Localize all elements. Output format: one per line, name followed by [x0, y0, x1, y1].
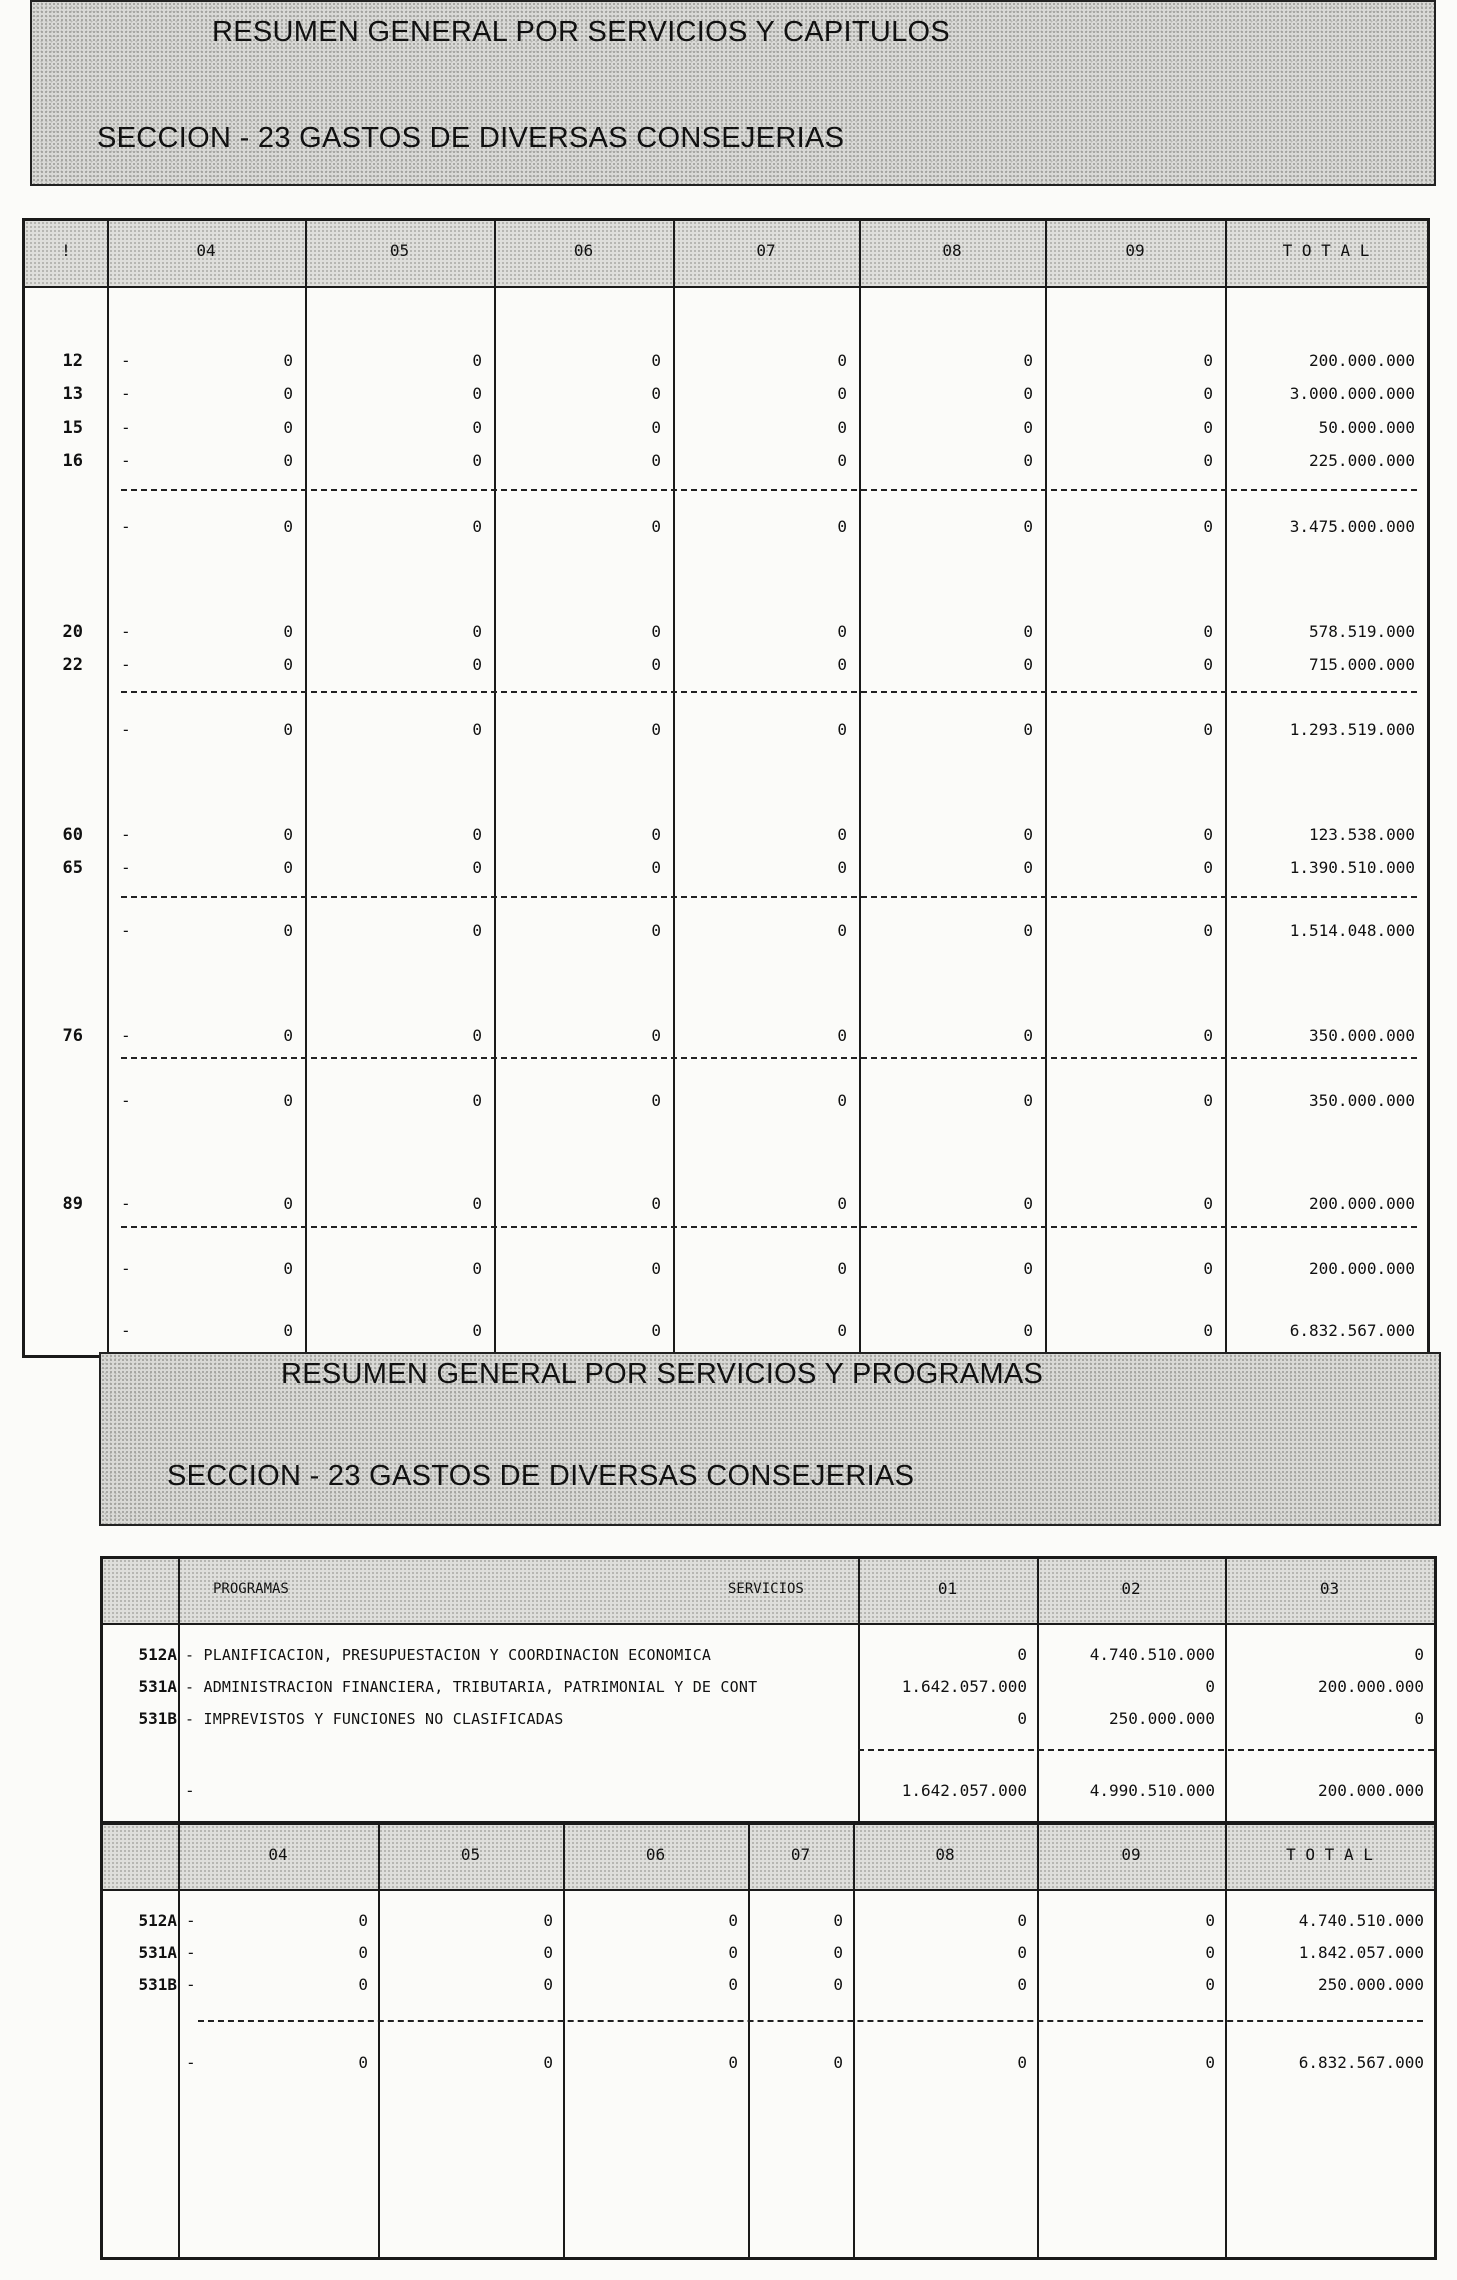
row-dash: - — [121, 921, 131, 940]
cell-value: 0 — [472, 858, 482, 877]
row-code: 89 — [62, 1194, 83, 1214]
cell-value: 0 — [1203, 384, 1213, 403]
cell-value: 0 — [1205, 1975, 1215, 1994]
cell-value: 0 — [472, 622, 482, 641]
cell-value: 0 — [837, 418, 847, 437]
cell-value: 0 — [472, 351, 482, 370]
cell-value: 0 — [1203, 1091, 1213, 1110]
cell-value: 0 — [837, 1259, 847, 1278]
cell-value: 0 — [728, 1975, 738, 1994]
row-dash: - — [121, 1194, 131, 1213]
cell-value: 0 — [1205, 1677, 1215, 1696]
cell-value: 0 — [283, 384, 293, 403]
cell-value: 0 — [651, 351, 661, 370]
cell-value: 0 — [1203, 418, 1213, 437]
cell-value: 0 — [728, 1943, 738, 1962]
cell-value: 0 — [651, 921, 661, 940]
cell-value: 0 — [472, 1194, 482, 1213]
cell-value: 225.000.000 — [1309, 451, 1415, 470]
cell-value: 0 — [543, 1975, 553, 1994]
cell-value: 0 — [358, 1943, 368, 1962]
cell-value: 0 — [1203, 451, 1213, 470]
programas-table — [100, 1556, 1437, 1824]
cell-value: 0 — [1203, 858, 1213, 877]
row-dash: - — [186, 1943, 196, 1962]
cell-value: 4.740.510.000 — [1089, 1645, 1215, 1664]
column-header: 07 — [790, 1845, 811, 1864]
cell-value: 0 — [651, 451, 661, 470]
cell-value: 0 — [1023, 1194, 1033, 1213]
row-code: 22 — [62, 655, 83, 675]
cell-value: 0 — [472, 720, 482, 739]
cell-value: 0 — [1023, 921, 1033, 940]
cell-value: 4.740.510.000 — [1298, 1911, 1424, 1930]
cell-value: 250.000.000 — [1109, 1709, 1215, 1728]
cell-value: 0 — [1017, 1943, 1027, 1962]
column-header: T O T A L — [1282, 241, 1370, 260]
cell-value: 0 — [1023, 1259, 1033, 1278]
cell-value: 0 — [651, 1321, 661, 1340]
cell-value: 3.000.000.000 — [1289, 384, 1415, 403]
row-dash: - — [121, 1026, 131, 1045]
cell-value: 578.519.000 — [1309, 622, 1415, 641]
cell-value: 0 — [651, 825, 661, 844]
cell-value: 0 — [472, 1026, 482, 1045]
column-divider — [1225, 1825, 1227, 2257]
subtotal-rule — [121, 1057, 1417, 1059]
program-description: - ADMINISTRACION FINANCIERA, TRIBUTARIA, PATRIMONIAL Y DE CONT — [185, 1678, 758, 1696]
total-value: 0 — [833, 2053, 843, 2072]
cell-value: 0 — [283, 517, 293, 536]
subtotal-rule — [121, 489, 1417, 491]
cell-value: 0 — [837, 622, 847, 641]
cell-value: 715.000.000 — [1309, 655, 1415, 674]
column-header: 08 — [935, 1845, 955, 1864]
cell-value: 0 — [837, 1091, 847, 1110]
program-description: - PLANIFICACION, PRESUPUESTACION Y COORDINACION ECONOMICA — [185, 1646, 712, 1664]
cell-value: 0 — [651, 655, 661, 674]
column-divider — [563, 1825, 565, 2257]
total-value: 0 — [728, 2053, 738, 2072]
cell-value: 0 — [837, 384, 847, 403]
cell-value: 0 — [837, 1026, 847, 1045]
row-code: 531A — [138, 1943, 177, 1962]
cell-value: 0 — [1023, 1321, 1033, 1340]
row-code: 20 — [62, 622, 83, 642]
cell-value: 0 — [837, 517, 847, 536]
row-code: 512A — [138, 1645, 177, 1664]
cell-value: 0 — [651, 1026, 661, 1045]
column-divider — [178, 1559, 180, 1821]
row-dash: - — [121, 858, 131, 877]
cell-value: 0 — [837, 1321, 847, 1340]
section-banner-capitulos — [30, 0, 1436, 186]
column-header: 05 — [460, 1845, 481, 1864]
cell-value: 0 — [651, 622, 661, 641]
column-header-programas: PROGRAMAS — [213, 1581, 289, 1597]
banner-seccion: SECCION - 23 GASTOS DE DIVERSAS CONSEJERIAS — [167, 1460, 915, 1492]
cell-value: 0 — [283, 351, 293, 370]
cell-value: 0 — [472, 517, 482, 536]
cell-value: 0 — [283, 921, 293, 940]
row-code: 531A — [138, 1677, 177, 1696]
row-dash: - — [121, 384, 131, 403]
cell-value: 0 — [1205, 1943, 1215, 1962]
banner-title: RESUMEN GENERAL POR SERVICIOS Y CAPITULOS — [212, 16, 951, 48]
cell-value: 0 — [1203, 825, 1213, 844]
cell-value: 0 — [472, 1091, 482, 1110]
cell-value: 0 — [1203, 1026, 1213, 1045]
row-code: 531B — [138, 1975, 177, 1994]
row-dash: - — [121, 451, 131, 470]
row-code: 60 — [62, 825, 83, 845]
cell-value: 0 — [837, 655, 847, 674]
row-dash: - — [185, 1781, 195, 1800]
row-dash: - — [121, 517, 131, 536]
cell-value: 0 — [358, 1911, 368, 1930]
total-value: 6.832.567.000 — [1298, 2053, 1424, 2072]
cell-value: 200.000.000 — [1309, 351, 1415, 370]
cell-value: 0 — [358, 1975, 368, 1994]
cell-value: 0 — [1023, 1091, 1033, 1110]
cell-value: 0 — [1203, 517, 1213, 536]
cell-value: 0 — [1203, 351, 1213, 370]
cell-value: 0 — [1203, 1259, 1213, 1278]
total-value: 0 — [543, 2053, 553, 2072]
cell-value: 0 — [283, 655, 293, 674]
banner-seccion: SECCION - 23 GASTOS DE DIVERSAS CONSEJERIAS — [97, 122, 845, 154]
column-header: 07 — [756, 241, 776, 260]
cell-value: 1.642.057.000 — [901, 1677, 1027, 1696]
subtotal-rule — [121, 1226, 1417, 1228]
row-dash: - — [121, 1259, 131, 1278]
column-header: 06 — [573, 241, 594, 260]
cell-value: 0 — [1023, 418, 1033, 437]
row-code: 512A — [138, 1911, 177, 1930]
total-value: 0 — [1017, 2053, 1027, 2072]
cell-value: 0 — [1205, 1911, 1215, 1930]
column-divider — [853, 1825, 855, 2257]
cell-value: 0 — [651, 1091, 661, 1110]
cell-value: 0 — [1017, 1975, 1027, 1994]
column-header: 05 — [389, 241, 410, 260]
row-dash: - — [186, 2053, 196, 2072]
subtotal-rule — [858, 1749, 1434, 1751]
cell-value: 0 — [833, 1975, 843, 1994]
column-header: 04 — [196, 241, 216, 260]
programas-servicios-table — [100, 1822, 1437, 2260]
capitulos-table — [22, 218, 1430, 1358]
cell-value: 0 — [651, 1194, 661, 1213]
cell-value: 0 — [472, 655, 482, 674]
cell-value: 0 — [837, 1194, 847, 1213]
cell-value: 0 — [651, 384, 661, 403]
cell-value: 0 — [1414, 1709, 1424, 1728]
cell-value: 0 — [1023, 351, 1033, 370]
cell-value: 0 — [1023, 720, 1033, 739]
cell-value: 0 — [837, 720, 847, 739]
subtotal-rule — [198, 2020, 1423, 2022]
cell-value: 0 — [283, 622, 293, 641]
cell-value: 0 — [837, 858, 847, 877]
cell-value: 0 — [651, 418, 661, 437]
cell-value: 0 — [1023, 517, 1033, 536]
cell-value: 0 — [837, 351, 847, 370]
subtotal-rule — [121, 691, 1417, 693]
cell-value: 0 — [1017, 1911, 1027, 1930]
cell-value: 200.000.000 — [1309, 1194, 1415, 1213]
cell-value: 0 — [283, 451, 293, 470]
cell-value: 0 — [283, 825, 293, 844]
cell-value: 1.842.057.000 — [1298, 1943, 1424, 1962]
cell-value: 0 — [283, 720, 293, 739]
column-divider — [178, 1825, 180, 2257]
row-dash: - — [121, 418, 131, 437]
cell-value: 0 — [543, 1911, 553, 1930]
cell-value: 0 — [283, 1026, 293, 1045]
column-divider — [378, 1825, 380, 2257]
cell-value: 0 — [472, 418, 482, 437]
column-header: 01 — [937, 1579, 958, 1598]
cell-value: 0 — [1023, 622, 1033, 641]
cell-value: 0 — [1203, 1194, 1213, 1213]
cell-value: 50.000.000 — [1318, 418, 1415, 437]
cell-value: 1.293.519.000 — [1289, 720, 1415, 739]
cell-value: 0 — [1023, 858, 1033, 877]
row-dash: - — [121, 622, 131, 641]
program-description: - IMPREVISTOS Y FUNCIONES NO CLASIFICADAS — [185, 1710, 564, 1728]
cell-value: 0 — [837, 451, 847, 470]
cell-value: 200.000.000 — [1309, 1259, 1415, 1278]
cell-value: 0 — [283, 1321, 293, 1340]
total-value: 0 — [1205, 2053, 1215, 2072]
column-header: 04 — [268, 1845, 288, 1864]
row-code: 13 — [62, 384, 83, 404]
column-header: 09 — [1121, 1845, 1141, 1864]
row-dash: - — [121, 1091, 131, 1110]
cell-value: 123.538.000 — [1309, 825, 1415, 844]
cell-value: 0 — [833, 1911, 843, 1930]
total-value: 0 — [358, 2053, 368, 2072]
cell-value: 0 — [1414, 1645, 1424, 1664]
cell-value: 0 — [833, 1943, 843, 1962]
column-divider — [748, 1825, 750, 2257]
cell-value: 0 — [1023, 655, 1033, 674]
row-dash: - — [121, 655, 131, 674]
total-value: 4.990.510.000 — [1089, 1781, 1215, 1800]
cell-value: 1.514.048.000 — [1289, 921, 1415, 940]
cell-value: 350.000.000 — [1309, 1091, 1415, 1110]
cell-value: 250.000.000 — [1318, 1975, 1424, 1994]
cell-value: 0 — [1203, 720, 1213, 739]
column-header: 06 — [645, 1845, 666, 1864]
cell-value: 0 — [283, 418, 293, 437]
column-header-servicios: SERVICIOS — [728, 1581, 804, 1597]
row-code: 76 — [62, 1026, 83, 1046]
cell-value: 6.832.567.000 — [1289, 1321, 1415, 1340]
total-value: 1.642.057.000 — [901, 1781, 1027, 1800]
cell-value: 0 — [1023, 451, 1033, 470]
cell-value: 0 — [472, 451, 482, 470]
row-code: 531B — [138, 1709, 177, 1728]
row-dash: - — [121, 1321, 131, 1340]
cell-value: 0 — [1023, 825, 1033, 844]
cell-value: 0 — [283, 858, 293, 877]
cell-value: 0 — [472, 1259, 482, 1278]
cell-value: 0 — [651, 1259, 661, 1278]
cell-value: 350.000.000 — [1309, 1026, 1415, 1045]
column-header: 02 — [1121, 1579, 1141, 1598]
row-code: 16 — [62, 451, 83, 471]
cell-value: 0 — [283, 1091, 293, 1110]
row-dash: - — [121, 720, 131, 739]
cell-value: 0 — [837, 921, 847, 940]
column-header: 09 — [1125, 241, 1145, 260]
cell-value: 0 — [543, 1943, 553, 1962]
row-dash: - — [121, 825, 131, 844]
cell-value: 200.000.000 — [1318, 1677, 1424, 1696]
cell-value: 0 — [283, 1194, 293, 1213]
section-banner-programas — [99, 1352, 1441, 1526]
banner-title: RESUMEN GENERAL POR SERVICIOS Y PROGRAMAS — [281, 1358, 1044, 1390]
cell-value: 0 — [837, 825, 847, 844]
cell-value: 0 — [283, 1259, 293, 1278]
cell-value: 0 — [472, 1321, 482, 1340]
cell-value: 1.390.510.000 — [1289, 858, 1415, 877]
column-header: 08 — [942, 241, 962, 260]
cell-value: 3.475.000.000 — [1289, 517, 1415, 536]
cell-value: 0 — [651, 858, 661, 877]
row-code: 15 — [62, 418, 83, 438]
cell-value: 0 — [728, 1911, 738, 1930]
cell-value: 0 — [1017, 1645, 1027, 1664]
row-code: 12 — [62, 351, 83, 371]
cell-value: 0 — [1203, 655, 1213, 674]
column-header: 03 — [1319, 1579, 1340, 1598]
cell-value: 0 — [651, 720, 661, 739]
row-dash: - — [186, 1975, 196, 1994]
cell-value: 0 — [1023, 1026, 1033, 1045]
row-dash: - — [121, 351, 131, 370]
cell-value: 0 — [472, 825, 482, 844]
column-header: T O T A L — [1286, 1845, 1373, 1864]
column-header: ! — [61, 241, 71, 260]
cell-value: 0 — [472, 921, 482, 940]
cell-value: 0 — [651, 517, 661, 536]
row-code: 65 — [62, 858, 83, 878]
cell-value: 0 — [1017, 1709, 1027, 1728]
cell-value: 0 — [1203, 622, 1213, 641]
cell-value: 0 — [1203, 921, 1213, 940]
cell-value: 0 — [1023, 384, 1033, 403]
cell-value: 0 — [472, 384, 482, 403]
subtotal-rule — [121, 896, 1417, 898]
total-value: 200.000.000 — [1318, 1781, 1424, 1800]
row-dash: - — [186, 1911, 196, 1930]
cell-value: 0 — [1203, 1321, 1213, 1340]
column-divider — [1037, 1825, 1039, 2257]
